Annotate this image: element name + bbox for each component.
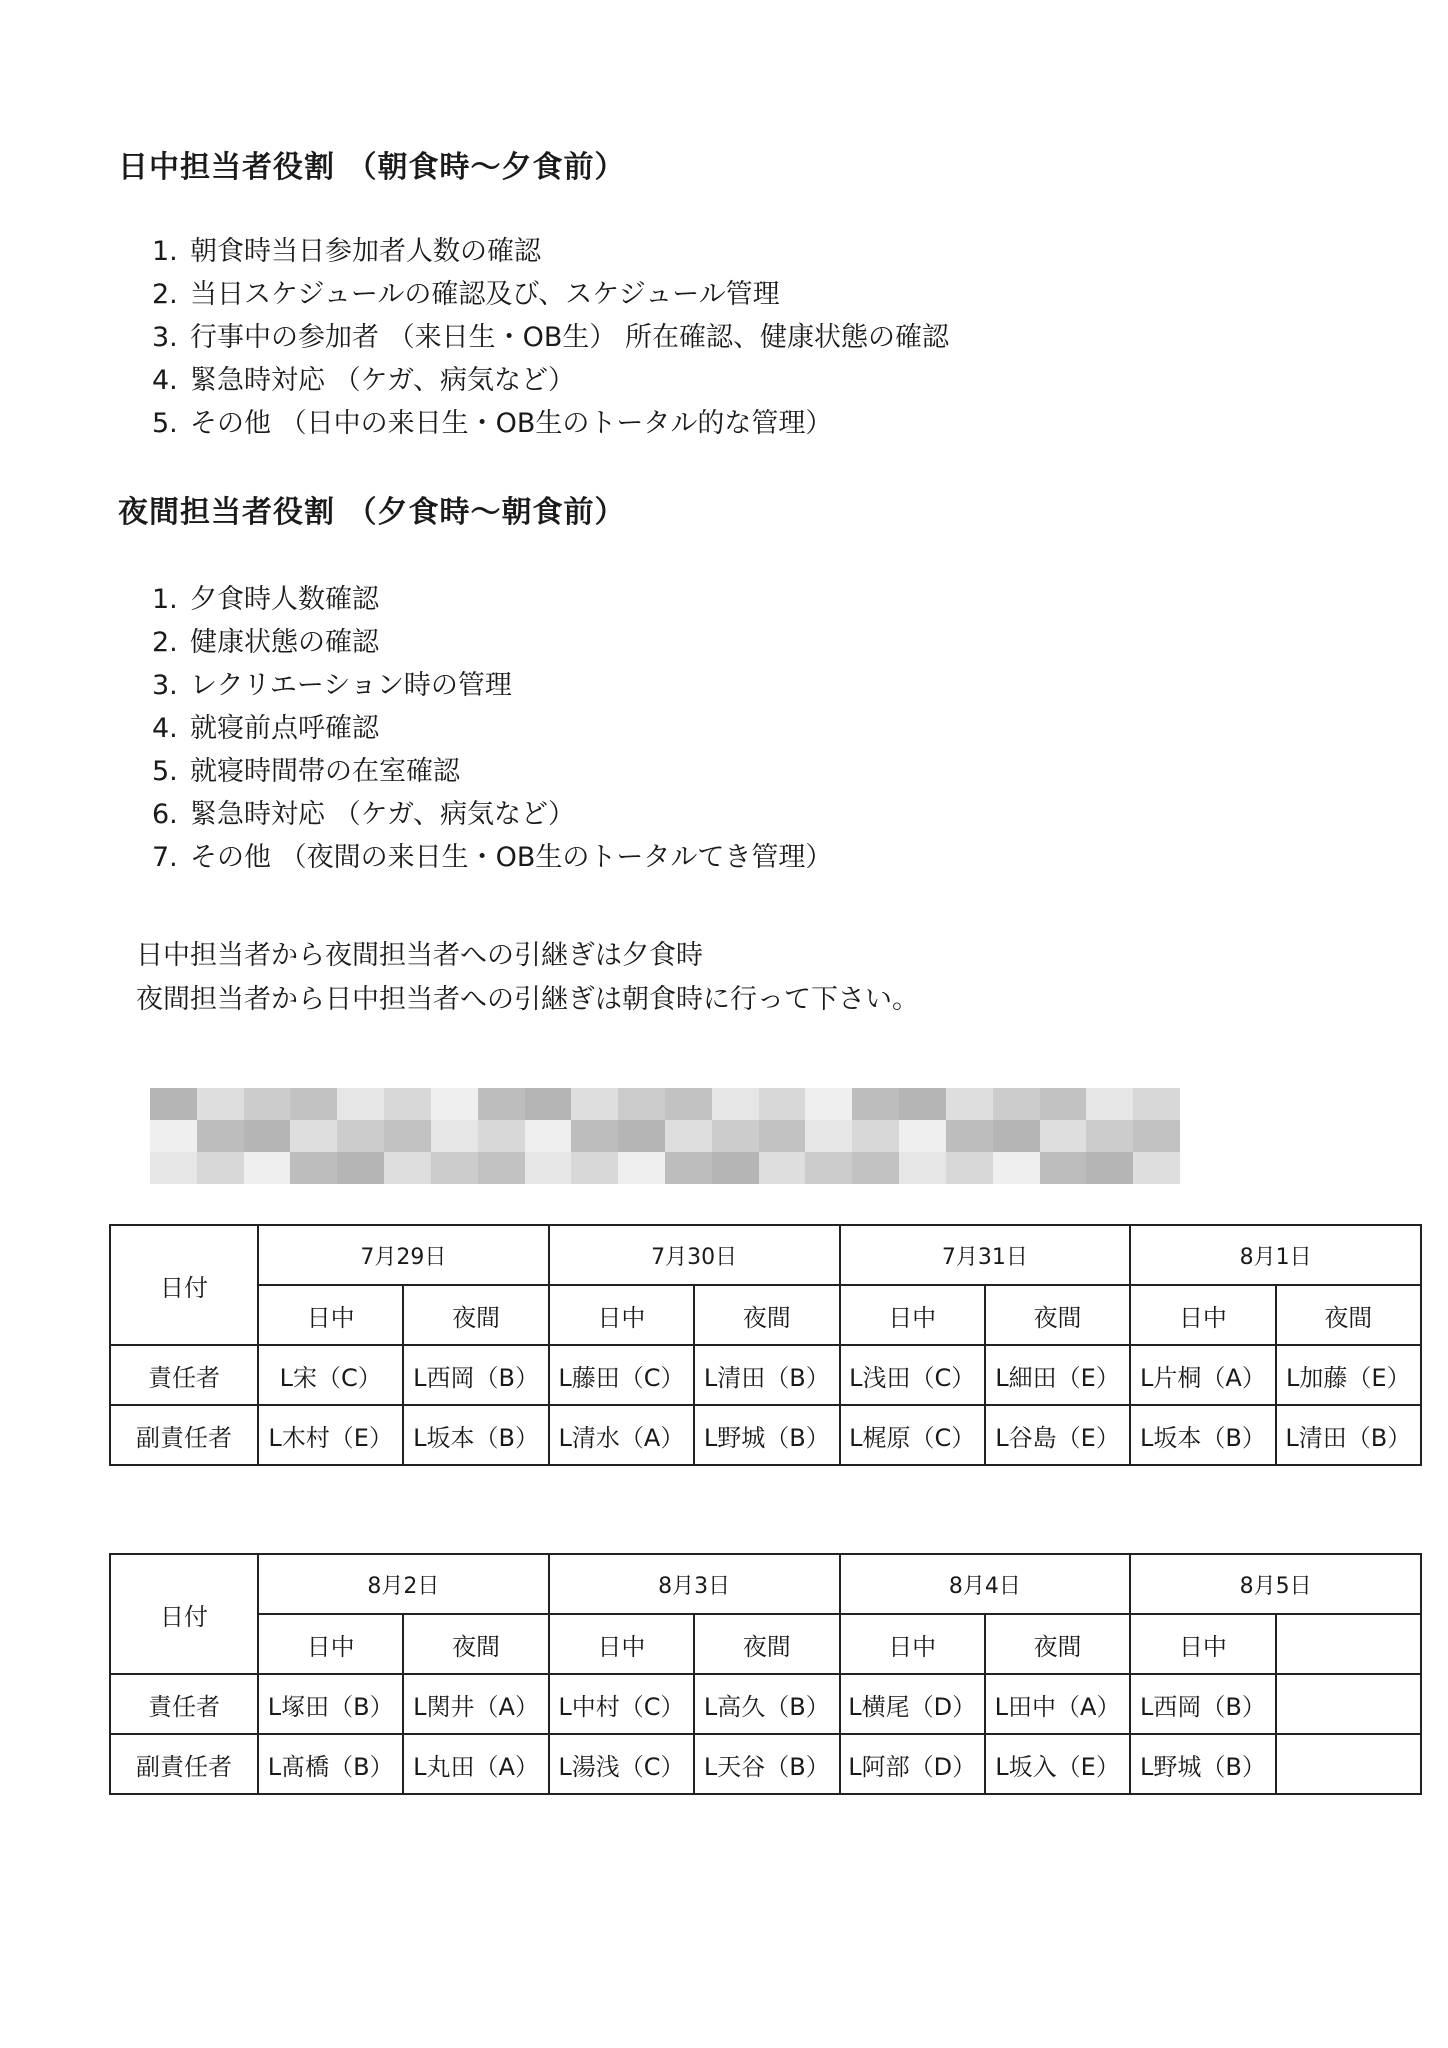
table-cell: L細田（E） bbox=[985, 1345, 1130, 1405]
shift-cell: 日中 bbox=[549, 1285, 694, 1345]
list-item: 1. 夕食時人数確認 bbox=[152, 584, 379, 615]
table-cell: L田中（A） bbox=[985, 1674, 1130, 1734]
table-cell: L中村（C） bbox=[549, 1674, 694, 1734]
table-cell: L阿部（D） bbox=[840, 1734, 985, 1794]
shift-cell: 日中 bbox=[840, 1285, 985, 1345]
shift-cell: 日中 bbox=[258, 1614, 403, 1674]
shift-cell: 日中 bbox=[549, 1614, 694, 1674]
table-cell bbox=[1276, 1734, 1421, 1794]
shift-cell: 夜間 bbox=[403, 1285, 548, 1345]
table-cell: L野城（B） bbox=[1130, 1734, 1275, 1794]
row-label: 責任者 bbox=[110, 1674, 258, 1734]
shift-cell: 日中 bbox=[258, 1285, 403, 1345]
table-cell: L関井（A） bbox=[403, 1674, 548, 1734]
row-label: 副責任者 bbox=[110, 1734, 258, 1794]
handover-line-2: 夜間担当者から日中担当者への引継ぎは朝食時に行って下さい。 bbox=[136, 984, 919, 1015]
shift-cell: 夜間 bbox=[403, 1614, 548, 1674]
shift-cell: 夜間 bbox=[1276, 1285, 1421, 1345]
table-cell bbox=[1276, 1674, 1421, 1734]
table-row bbox=[110, 1674, 1421, 1734]
table-cell: L木村（E） bbox=[258, 1405, 403, 1465]
date-cell: 7月31日 bbox=[840, 1225, 1131, 1285]
table-cell: L坂本（B） bbox=[403, 1405, 548, 1465]
table-row bbox=[110, 1285, 1421, 1345]
night-role-heading: 夜間担当者役割 （夕食時～朝食前） bbox=[118, 495, 626, 530]
table-cell: L坂本（B） bbox=[1130, 1405, 1275, 1465]
shift-cell: 夜間 bbox=[694, 1614, 839, 1674]
list-item: 5. その他 （日中の来日生・OB生のトータル的な管理） bbox=[152, 408, 833, 439]
date-cell: 7月29日 bbox=[258, 1225, 549, 1285]
shift-cell: 夜間 bbox=[985, 1285, 1130, 1345]
date-cell: 7月30日 bbox=[549, 1225, 840, 1285]
table-row bbox=[110, 1405, 1421, 1465]
day-role-list bbox=[152, 230, 949, 445]
list-item: 2. 健康状態の確認 bbox=[152, 627, 379, 658]
row-label: 責任者 bbox=[110, 1345, 258, 1405]
shift-cell: 夜間 bbox=[694, 1285, 839, 1345]
night-role-list bbox=[152, 578, 832, 879]
list-item: 3. レクリエーション時の管理 bbox=[152, 670, 512, 701]
date-cell: 8月5日 bbox=[1130, 1554, 1421, 1614]
table-cell: L梶原（C） bbox=[840, 1405, 985, 1465]
date-header-label: 日付 bbox=[110, 1225, 258, 1345]
table-cell: L宋（C） bbox=[258, 1345, 403, 1405]
table-cell: L清田（B） bbox=[1276, 1405, 1421, 1465]
table-cell: L清田（B） bbox=[694, 1345, 839, 1405]
table-cell: L髙橋（B） bbox=[258, 1734, 403, 1794]
row-label: 副責任者 bbox=[110, 1405, 258, 1465]
date-cell: 8月1日 bbox=[1130, 1225, 1421, 1285]
table-cell: L加藤（E） bbox=[1276, 1345, 1421, 1405]
handover-note bbox=[136, 934, 919, 1022]
list-item: 7. その他 （夜間の来日生・OB生のトータルてき管理） bbox=[152, 842, 833, 873]
list-item: 4. 緊急時対応 （ケガ、病気など） bbox=[152, 365, 575, 396]
list-item: 1. 朝食時当日参加者人数の確認 bbox=[152, 236, 541, 267]
date-cell: 8月4日 bbox=[840, 1554, 1131, 1614]
table-row bbox=[110, 1225, 1421, 1285]
date-cell: 8月3日 bbox=[549, 1554, 840, 1614]
table-row bbox=[110, 1734, 1421, 1794]
shift-cell bbox=[1276, 1614, 1421, 1674]
table-row bbox=[110, 1345, 1421, 1405]
table-cell: L西岡（B） bbox=[1130, 1674, 1275, 1734]
shift-cell: 日中 bbox=[840, 1614, 985, 1674]
shift-cell: 夜間 bbox=[985, 1614, 1130, 1674]
redacted-block bbox=[150, 1088, 1180, 1184]
date-cell: 8月2日 bbox=[258, 1554, 549, 1614]
table-cell: L野城（B） bbox=[694, 1405, 839, 1465]
table-cell: L藤田（C） bbox=[549, 1345, 694, 1405]
table-cell: L清水（A） bbox=[549, 1405, 694, 1465]
list-item: 3. 行事中の参加者 （来日生・OB生） 所在確認、健康状態の確認 bbox=[152, 322, 949, 353]
list-item: 5. 就寝時間帯の在室確認 bbox=[152, 756, 460, 787]
table-cell: L天谷（B） bbox=[694, 1734, 839, 1794]
table-cell: L谷島（E） bbox=[985, 1405, 1130, 1465]
list-item: 2. 当日スケジュールの確認及び、スケジュール管理 bbox=[152, 279, 780, 310]
table-cell: L坂入（E） bbox=[985, 1734, 1130, 1794]
table-row bbox=[110, 1614, 1421, 1674]
table-row bbox=[110, 1554, 1421, 1614]
day-role-heading: 日中担当者役割 （朝食時～夕食前） bbox=[118, 150, 626, 185]
table-cell: L片桐（A） bbox=[1130, 1345, 1275, 1405]
table-cell: L横尾（D） bbox=[840, 1674, 985, 1734]
shift-cell: 日中 bbox=[1130, 1285, 1275, 1345]
table-cell: L浅田（C） bbox=[840, 1345, 985, 1405]
list-item: 6. 緊急時対応 （ケガ、病気など） bbox=[152, 799, 575, 830]
handover-line-1: 日中担当者から夜間担当者への引継ぎは夕食時 bbox=[136, 940, 703, 971]
table-cell: L丸田（A） bbox=[403, 1734, 548, 1794]
table-cell: L塚田（B） bbox=[258, 1674, 403, 1734]
schedule-table-1 bbox=[109, 1224, 1422, 1466]
list-item: 4. 就寝前点呼確認 bbox=[152, 713, 379, 744]
shift-cell: 日中 bbox=[1130, 1614, 1275, 1674]
date-header-label: 日付 bbox=[110, 1554, 258, 1674]
table-cell: L高久（B） bbox=[694, 1674, 839, 1734]
schedule-table-2 bbox=[109, 1553, 1422, 1795]
table-cell: L湯浅（C） bbox=[549, 1734, 694, 1794]
table-cell: L西岡（B） bbox=[403, 1345, 548, 1405]
